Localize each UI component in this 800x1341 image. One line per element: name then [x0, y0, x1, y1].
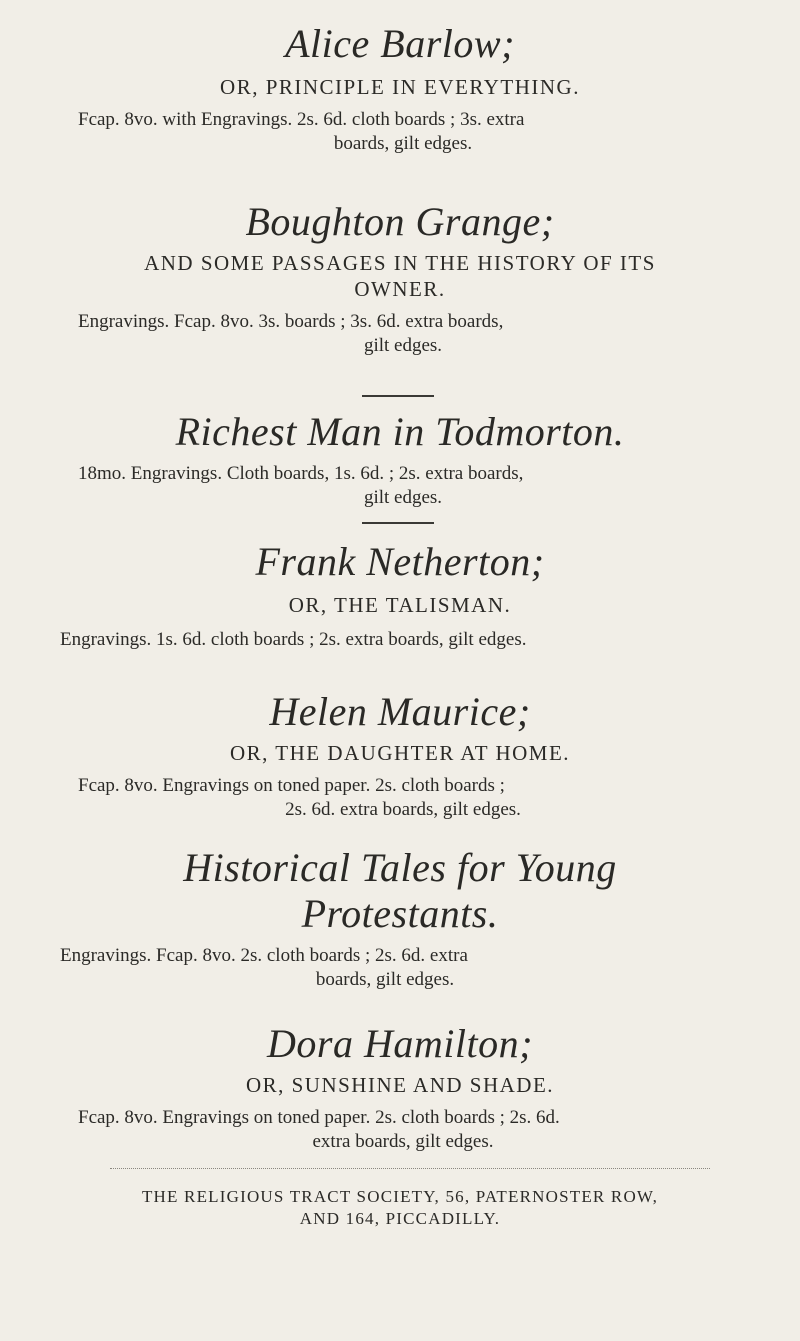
book-title: Dora Hamilton; [267, 1021, 533, 1066]
book-subtitle: AND SOME PASSAGES IN THE HISTORY OF ITS [144, 251, 656, 275]
description-line: gilt edges. [363, 487, 443, 508]
book-description [78, 774, 768, 822]
description-line: extra boards, gilt edges. [312, 1131, 494, 1152]
book-subtitle: OR, SUNSHINE AND SHADE. [245, 1073, 555, 1097]
book-title-line-2: Protestants. [301, 891, 499, 936]
book-subtitle: OWNER. [354, 277, 446, 301]
description-line: Engravings. Fcap. 8vo. 3s. boards ; 3s. 6d. extra boards, [78, 311, 504, 332]
book-description [60, 944, 750, 992]
book-entry-helen-maurice [0, 690, 800, 822]
book-title: Historical Tales for Young [183, 845, 617, 890]
book-description [78, 108, 768, 156]
divider-rule [362, 395, 434, 397]
book-entry-dora-hamilton [0, 1022, 800, 1154]
book-entry-richest-man [0, 410, 800, 510]
description-line: 2s. 6d. extra boards, gilt edges. [285, 799, 521, 820]
book-description [78, 1106, 768, 1154]
book-subtitle: OR, THE TALISMAN. [288, 593, 512, 617]
description-line: Fcap. 8vo. Engravings on toned paper. 2s. cloth boards ; [78, 775, 505, 796]
description-line: 18mo. Engravings. Cloth boards, 1s. 6d. ; 2s. extra boards, [78, 463, 524, 484]
divider-rule [362, 522, 434, 524]
book-description [78, 310, 768, 358]
book-title: Richest Man in Todmorton. [175, 409, 625, 454]
imprint-line: AND 164, PICCADILLY. [299, 1209, 501, 1228]
description-line: Engravings. 1s. 6d. cloth boards ; 2s. extra boards, gilt edges. [60, 629, 527, 650]
book-title: Frank Netherton; [255, 539, 545, 584]
book-title: Boughton Grange; [245, 199, 555, 244]
book-subtitle: OR, THE DAUGHTER AT HOME. [229, 741, 571, 765]
description-line: boards, gilt edges. [315, 969, 455, 990]
book-entry-boughton-grange [0, 200, 800, 358]
imprint-line: THE RELIGIOUS TRACT SOCIETY, 56, PATERNOSTER ROW, [141, 1187, 659, 1206]
publisher-imprint [0, 1186, 800, 1230]
book-entry-historical-tales [0, 846, 800, 992]
book-entry-frank-netherton [0, 540, 800, 652]
description-line: gilt edges. [363, 335, 443, 356]
description-line: Fcap. 8vo. with Engravings. 2s. 6d. cloth boards ; 3s. extra [78, 109, 525, 130]
book-title: Alice Barlow; [285, 21, 515, 66]
book-description [78, 462, 768, 510]
book-subtitle: OR, PRINCIPLE IN EVERYTHING. [220, 75, 580, 99]
dotted-divider [110, 1168, 710, 1170]
book-entry-alice-barlow [0, 22, 800, 156]
description-line: Fcap. 8vo. Engravings on toned paper. 2s. cloth boards ; 2s. 6d. [78, 1107, 560, 1128]
description-line: boards, gilt edges. [333, 133, 473, 154]
description-line: Engravings. Fcap. 8vo. 2s. cloth boards ; 2s. 6d. extra [60, 945, 468, 966]
book-title: Helen Maurice; [269, 689, 531, 734]
book-description [60, 628, 750, 652]
